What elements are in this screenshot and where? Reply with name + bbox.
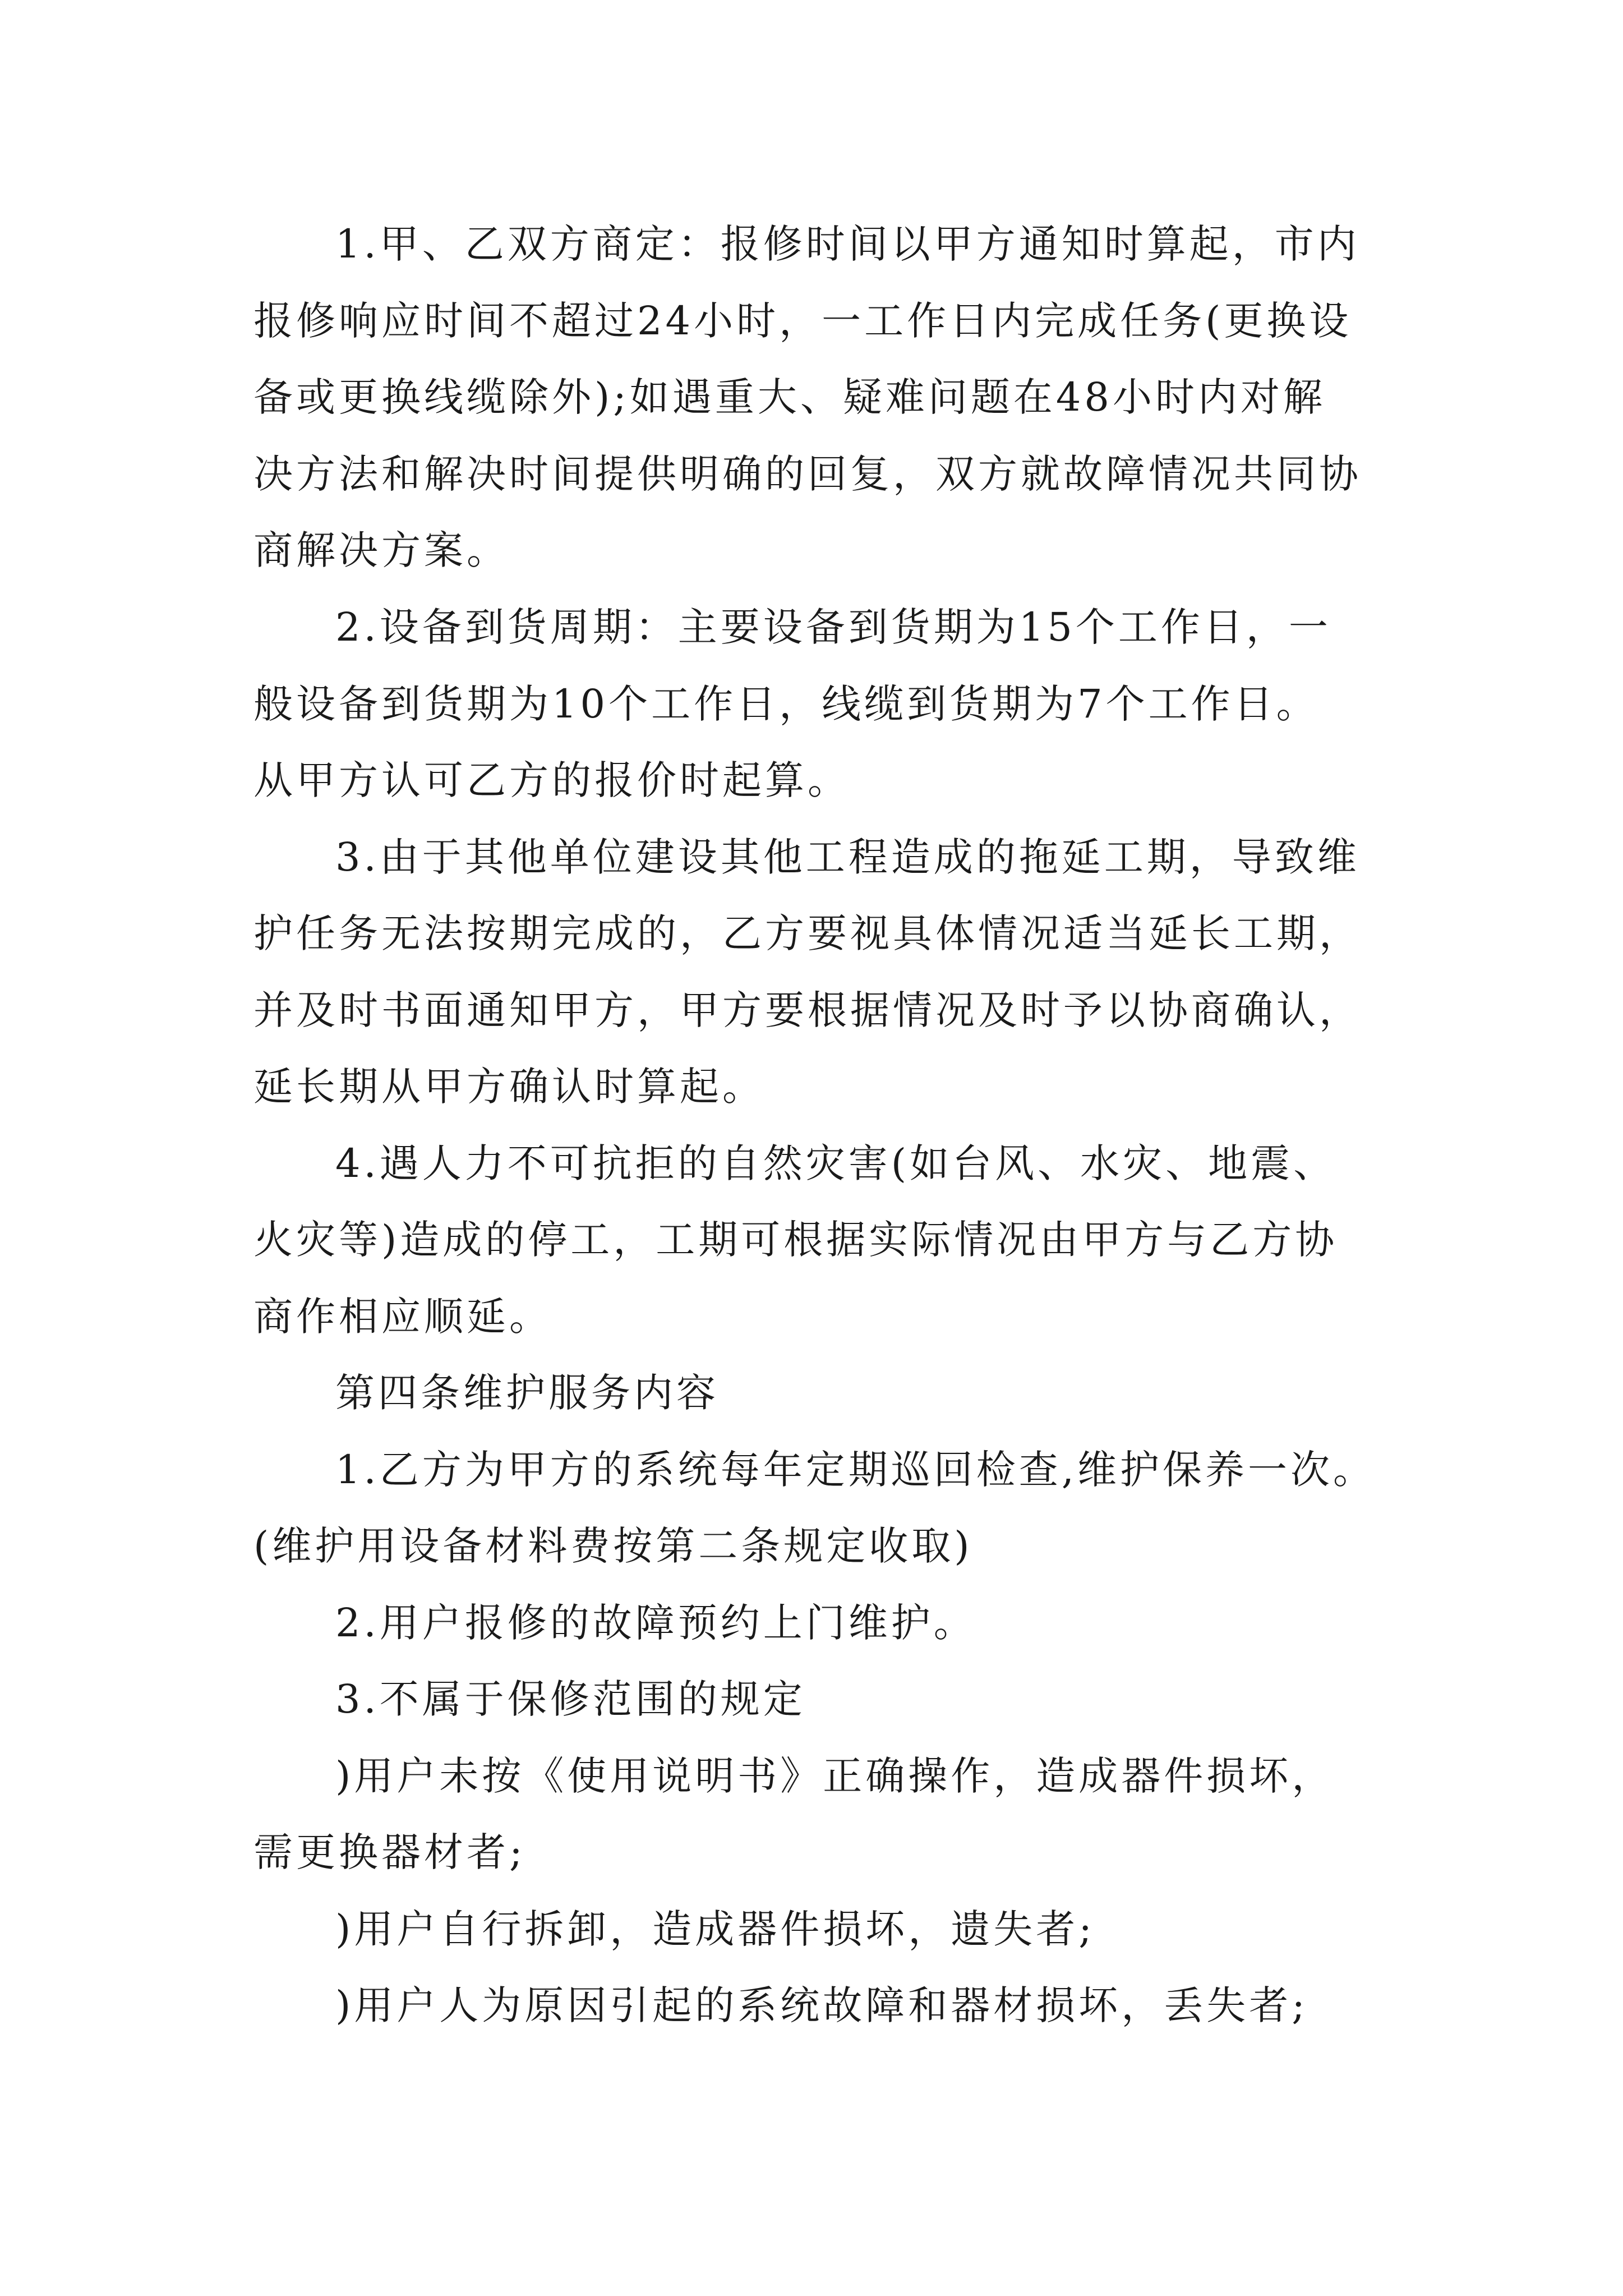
- clause-1-line-1: )用户未按《使用说明书》正确操作，造成器件损坏，: [335, 1753, 1335, 1799]
- paragraph-1-line-1: 1.甲、乙双方商定：报修时间以甲方通知时算起，市内: [335, 221, 1360, 267]
- paragraph-2-line-2: 般设备到货期为10个工作日，线缆到货期为7个工作日。: [253, 681, 1319, 727]
- paragraph-3-line-2: 护任务无法按期完成的，乙方要视具体情况适当延长工期，: [253, 910, 1362, 956]
- paragraph-3-line-1: 3.由于其他单位建设其他工程造成的拖延工期，导致维: [335, 834, 1360, 880]
- paragraph-4-line-3: 商作相应顺延。: [253, 1294, 552, 1340]
- item-1-line-1: 1.乙方为甲方的系统每年定期巡回检查,维护保养一次。: [335, 1447, 1376, 1493]
- clause-2: )用户自行拆卸，造成器件损坏，遗失者;: [335, 1906, 1095, 1952]
- paragraph-3-line-3: 并及时书面通知甲方，甲方要根据情况及时予以协商确认，: [253, 987, 1362, 1033]
- item-2: 2.用户报修的故障预约上门维护。: [335, 1600, 976, 1646]
- paragraph-1-line-2: 报修响应时间不超过24小时，一工作日内完成任务(更换设: [253, 298, 1352, 344]
- paragraph-3-line-4: 延长期从甲方确认时算起。: [253, 1064, 765, 1110]
- paragraph-1-line-5: 商解决方案。: [253, 527, 509, 573]
- clause-1-line-2: 需更换器材者;: [253, 1829, 526, 1875]
- paragraph-2-line-1: 2.设备到货周期：主要设备到货期为15个工作日，一: [335, 604, 1331, 650]
- clause-3: )用户人为原因引起的系统故障和器材损坏，丢失者;: [335, 1982, 1308, 2028]
- item-3: 3.不属于保修范围的规定: [335, 1676, 806, 1722]
- paragraph-4-line-2: 火灾等)造成的停工，工期可根据实际情况由甲方与乙方协: [253, 1217, 1338, 1263]
- item-1-line-2: (维护用设备材料费按第二条规定收取): [253, 1523, 973, 1569]
- section-heading: 第四条维护服务内容: [335, 1370, 719, 1416]
- paragraph-1-line-4: 决方法和解决时间提供明确的回复，双方就故障情况共同协: [253, 451, 1362, 497]
- paragraph-2-line-3: 从甲方认可乙方的报价时起算。: [253, 757, 850, 803]
- paragraph-4-line-1: 4.遇人力不可抗拒的自然灾害(如台风、水灾、地震、: [335, 1140, 1336, 1186]
- paragraph-1-line-3: 备或更换线缆除外);如遇重大、疑难问题在48小时内对解: [253, 374, 1326, 420]
